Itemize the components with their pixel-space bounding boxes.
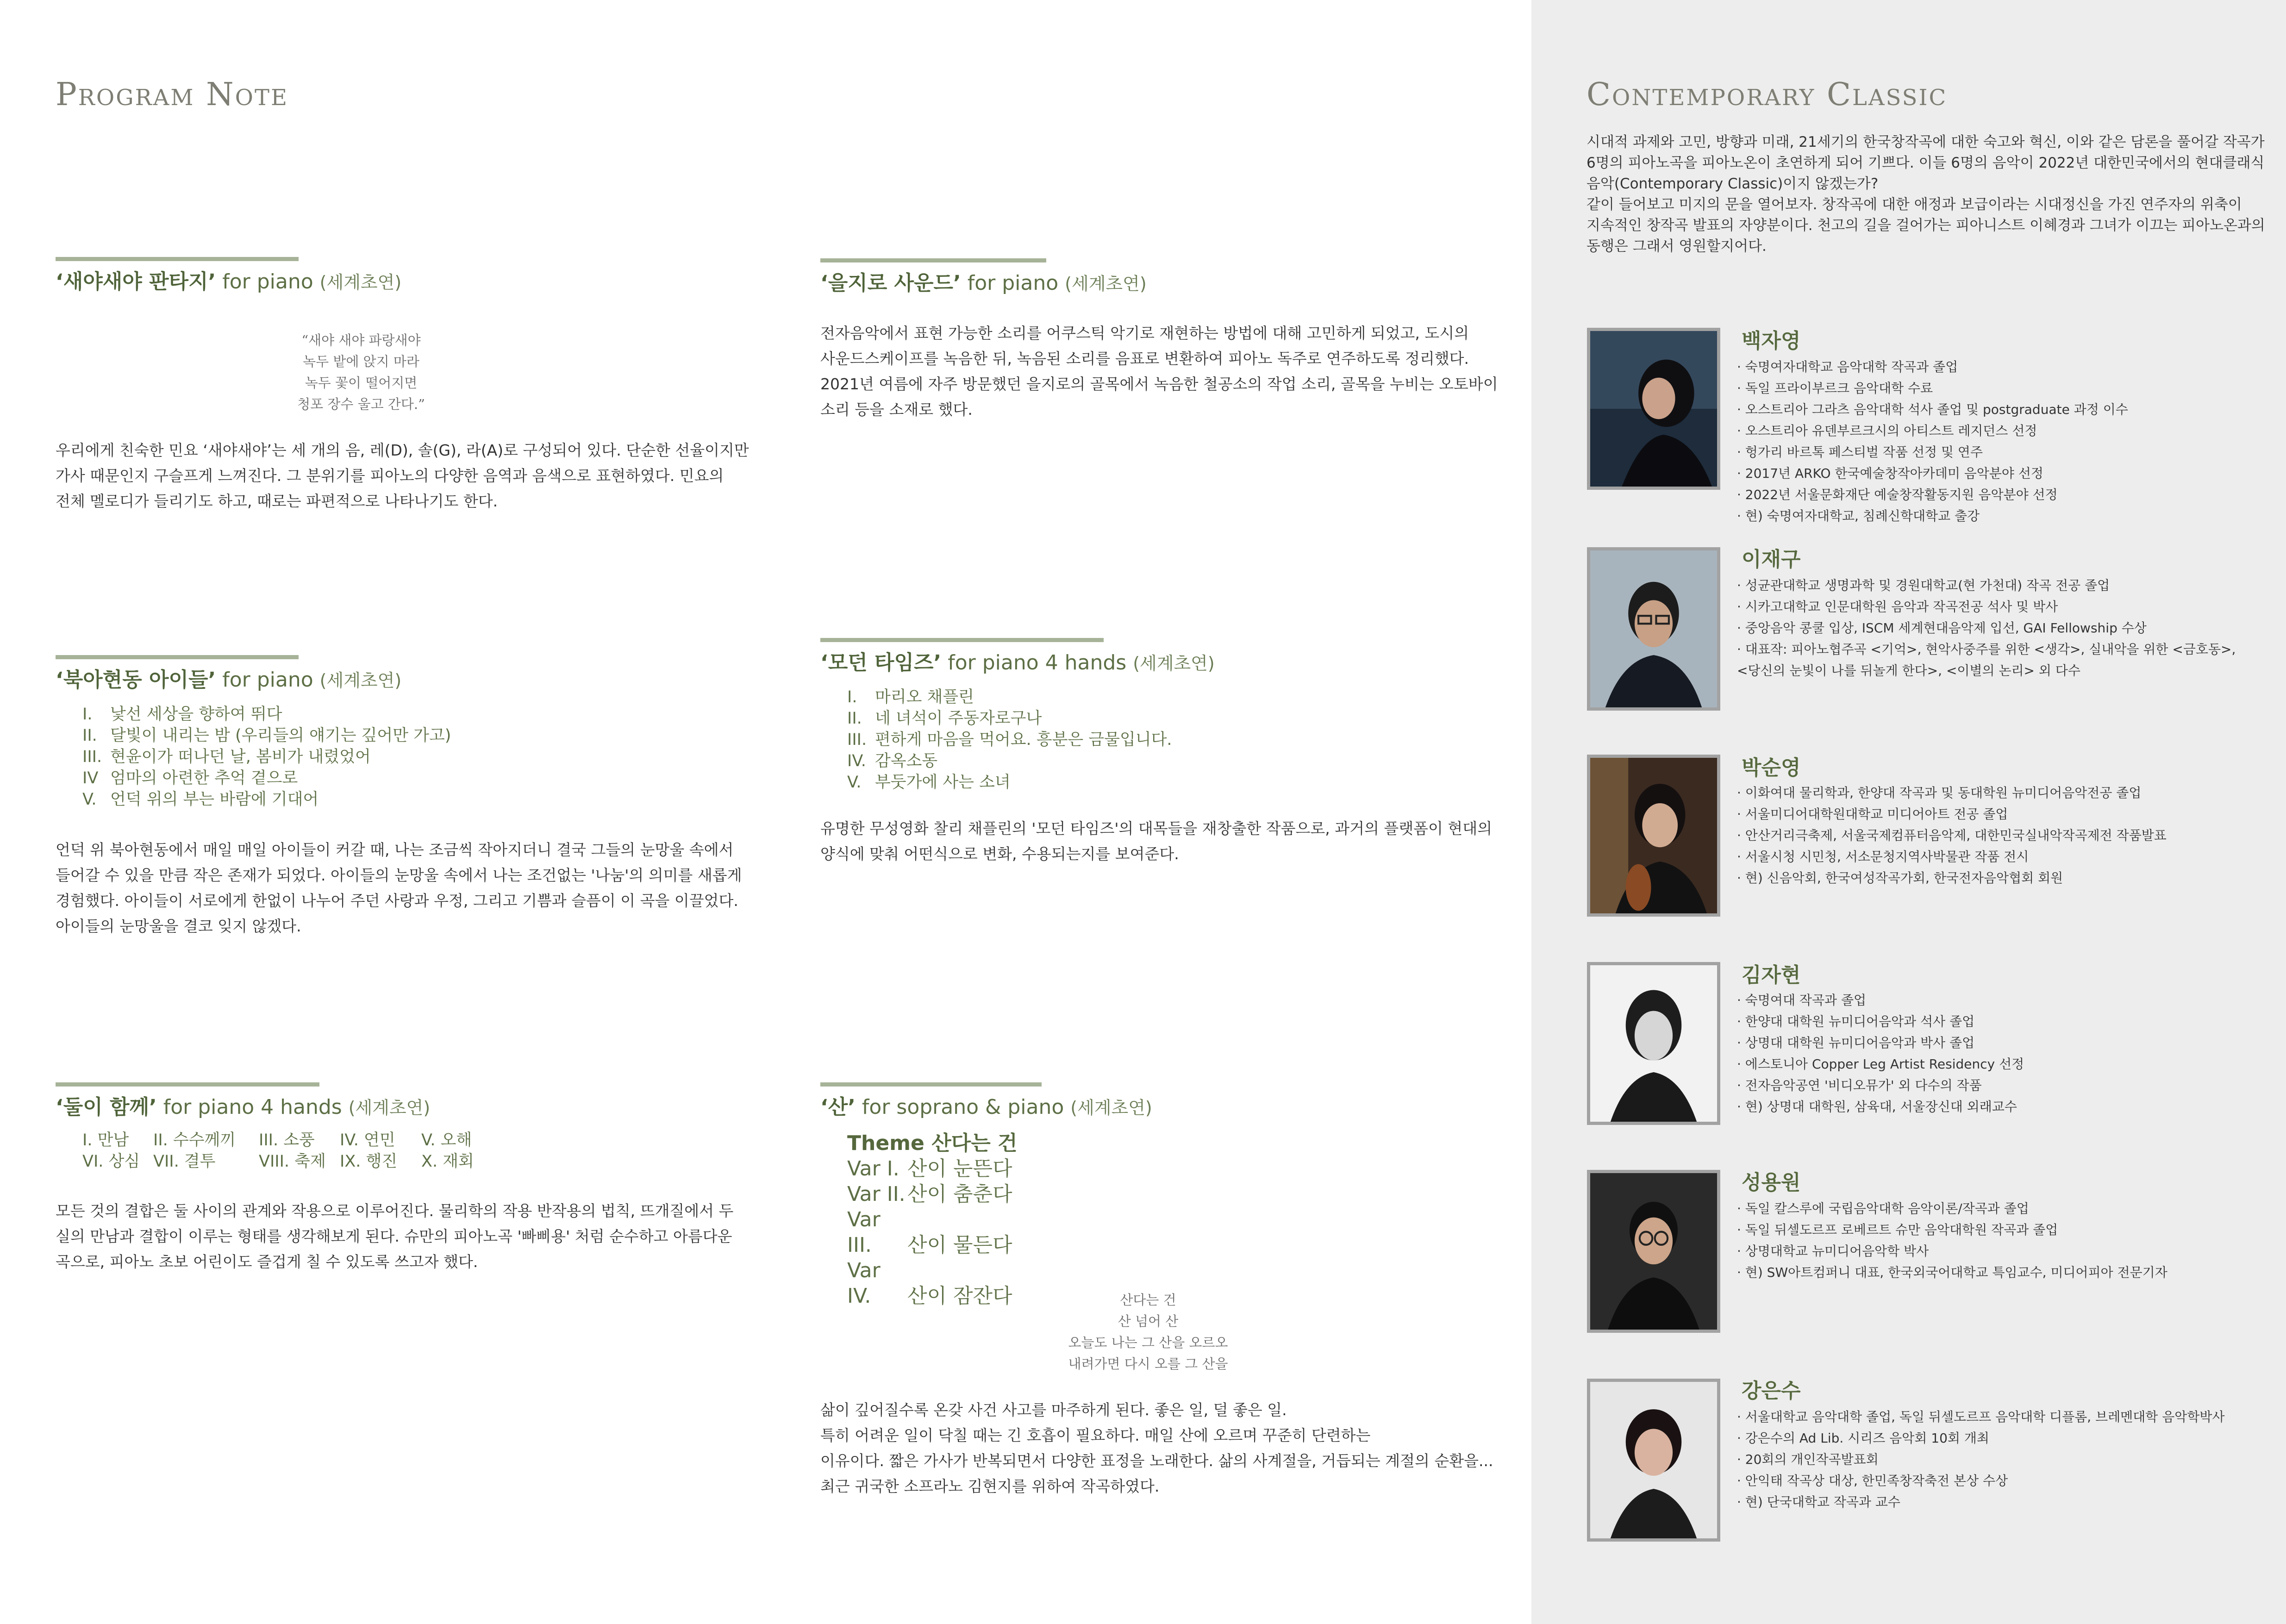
composer-name: 이재구: [1742, 548, 1801, 571]
bio-line: · 중앙음악 콩쿨 입상, ISCM 세계현대음악제 입선, GAI Fellowship 수상: [1737, 620, 2147, 636]
program-note-heading: Program Note: [56, 76, 289, 113]
movement-item: I. 만남: [82, 1131, 129, 1149]
poem-line: 청포 장수 울고 간다.”: [297, 396, 425, 412]
movement-item: X. 재회: [421, 1152, 474, 1171]
premiere-label: (세계초연): [319, 272, 402, 293]
movement-item: I. 마리오 채플린: [847, 688, 974, 706]
piece-title-modern: [820, 646, 1215, 675]
theme-title: Theme 산다는 건: [847, 1131, 1018, 1155]
composer-photo: [1587, 755, 1720, 917]
bio-line: · 숙명여대 작곡과 졸업: [1737, 993, 1867, 1008]
bio-line: · 전자음악공연 '비디오뮤가' 외 다수의 작품: [1737, 1078, 1982, 1093]
note-bukahyeon: [56, 837, 742, 939]
premiere-label: (세계초연): [319, 670, 402, 691]
note-line: 경험했다. 아이들이 서로에게 한없이 나누어 주던 사랑과 우정, 그리고 기쁨과 슬픔이 이 곡을 이끌었다.: [56, 892, 738, 910]
composer-photo: [1587, 328, 1720, 490]
composer-name: 박순영: [1742, 756, 1801, 780]
note-line: 사운드스케이프를 녹음한 뒤, 녹음된 소리를 음표로 변환하여 피아노 독주로 연주하도록 정리했다.: [820, 350, 1469, 368]
movement-item: III. 소풍: [259, 1131, 315, 1149]
note-san: [820, 1397, 1493, 1499]
piece-instrument: for piano 4 hands: [941, 651, 1133, 675]
theme-variations-san: [847, 1131, 1018, 1309]
bio-line: · 시카고대학교 인문대학원 음악과 작곡전공 석사 및 박사: [1737, 599, 2058, 614]
movement-item: VII. 결투: [153, 1152, 216, 1171]
note-line: 특히 어려운 일이 닥칠 때는 긴 호흡이 필요하다. 매일 산에 오르며 꾸준히 단련하는: [820, 1426, 1371, 1444]
premiere-label: (세계초연): [1070, 1098, 1152, 1118]
bio-line: · 상명대학교 뉴미디어음악학 박사: [1737, 1243, 1929, 1259]
movement-item: IX. 행진: [340, 1152, 398, 1171]
intro-line: 같이 들어보고 미지의 문을 열어보자. 창작곡에 대한 애정과 보급이라는 시대정신을 가진 연주자의 위축이: [1586, 196, 2242, 213]
bio-line: · 에스토니아 Copper Leg Artist Residency 선정: [1737, 1056, 2024, 1072]
piece-name: ‘을지로 사운드’: [820, 271, 961, 295]
movement-item: II. 수수께끼: [153, 1131, 236, 1149]
piece-name: ‘모던 타임즈’: [820, 651, 942, 675]
bio-line: · 이화여대 물리학과, 한양대 작곡과 및 동대학원 뉴미디어음악전공 졸업: [1737, 785, 2142, 800]
note-line: 삶이 깊어질수록 온갖 사건 사고를 마주하게 된다. 좋은 일, 덜 좋은 일.: [820, 1401, 1287, 1419]
movement-item: IV. 연민: [340, 1131, 395, 1149]
piece-name: ‘둘이 함께’: [56, 1095, 157, 1119]
variation-item: Var I. 산이 눈뜬다: [847, 1157, 1012, 1181]
bio-line: · 현) 숙명여자대학교, 침례신학대학교 출강: [1737, 508, 1980, 524]
bio-line: · 안산거리극축제, 서울국제컴퓨터음악제, 대한민국실내악작곡제전 작품발표: [1737, 828, 2167, 843]
piece-title-dul: [56, 1090, 430, 1120]
poem-line: 녹두 밭에 앉지 마라: [303, 354, 419, 369]
movement-item: V. 언덕 위의 부는 바람에 기대어: [82, 790, 319, 809]
note-line: 언덕 위 북아현동에서 매일 매일 아이들이 커갈 때, 나는 조금씩 작아지더니 결국 그들의 눈망울 속에서: [56, 841, 734, 859]
composer-name: 강은수: [1742, 1379, 1801, 1403]
bio-line: · 성균관대학교 생명과학 및 경원대학교(현 가천대) 작곡 전공 졸업: [1737, 578, 2110, 593]
bio-line: · 2022년 서울문화재단 예술창작활동지원 음악분야 선정: [1737, 487, 2058, 502]
note-line: 이유이다. 짧은 가사가 반복되면서 다양한 표정을 노래한다. 삶의 사계절을, 거듭되는 계절의 순환을...: [820, 1452, 1493, 1470]
composer-bio: [1737, 782, 2167, 889]
note-line: 최근 귀국한 소프라노 김현지를 위하여 작곡하였다.: [820, 1477, 1160, 1495]
poem-line: 산 넘어 산: [1118, 1313, 1179, 1329]
movement-item: II. 네 녀석이 주동자로구나: [847, 709, 1042, 728]
composer-name: 성용원: [1742, 1171, 1801, 1194]
intro-line: 시대적 과제와 고민, 방향과 미래, 21세기의 한국창작곡에 대한 숙고와 혁신, 이와 같은 담론을 풀어갈 작곡가: [1586, 134, 2265, 150]
piece-instrument: for piano: [216, 668, 320, 692]
movement-item: III. 편하게 마음을 먹어요. 흥분은 금물입니다.: [847, 731, 1172, 749]
piece-title-saeya: [56, 265, 401, 294]
contemporary-classic-heading: Contemporary Classic: [1586, 76, 1948, 113]
title-rule: [56, 655, 299, 659]
title-rule: [820, 258, 1046, 262]
title-rule: [56, 257, 299, 261]
note-euljiro: [820, 320, 1498, 422]
composer-photo: [1587, 962, 1720, 1125]
bio-line: · 20회의 개인작곡발표회: [1737, 1452, 1879, 1467]
movement-item: II. 달빛이 내리는 밤 (우리들의 얘기는 깊어만 가고): [82, 726, 451, 745]
movement-row: [82, 1151, 474, 1172]
piece-name: ‘새야새야 판타지’: [56, 270, 216, 294]
poem-line: 녹두 꽃이 떨어지면: [305, 375, 418, 391]
composer-photo: [1587, 1379, 1720, 1542]
movement-item: VI. 상심: [82, 1152, 140, 1171]
piece-title-bukahyeon: [56, 663, 401, 693]
movement-list-bukahyeon: [82, 704, 451, 810]
bio-line: · 대표작: 피아노협주곡 <기억>, 현악사중주를 위한 <생각>, 실내악을 위한 <금호동>,: [1737, 642, 2236, 657]
intro-line: 6명의 피아노곡을 피아노온이 초연하게 되어 기쁘다. 이들 6명의 음악이 2022년 대한민국에서의 현대클래식: [1586, 155, 2265, 171]
note-line: 들어갈 수 있을 만큼 작은 존재가 되었다. 아이들의 눈망울 속에서 나는 조건없는 '나눔'의 의미를 새롭게: [56, 866, 742, 884]
composer-photo: [1587, 547, 1720, 711]
note-line: 우리에게 친숙한 민요 ‘새야새야’는 세 개의 음, 레(D), 솔(G), 라(A)로 구성되어 있다. 단순한 선율이지만: [56, 441, 749, 459]
bio-line: · 오스트리아 유덴부르크시의 아티스트 레지던스 선정: [1737, 423, 2037, 438]
note-saeya: [56, 437, 749, 514]
note-line: 양식에 맞춰 어떤식으로 변화, 수용되는지를 보여준다.: [820, 845, 1179, 863]
composer-bio: [1737, 990, 2024, 1118]
composer-bio: [1737, 1406, 2225, 1513]
intro-line: 동행은 그래서 영원할지어다.: [1586, 238, 1767, 255]
note-line: 전체 멜로디가 들리기도 하고, 때로는 파편적으로 나타나기도 한다.: [56, 492, 498, 510]
bio-line: · 현) 신음악회, 한국여성작곡가회, 한국전자음악협회 회원: [1737, 870, 2063, 886]
variation-item: Var II.산이 춤춘다: [847, 1182, 1012, 1206]
bio-line: · 한양대 대학원 뉴미디어음악과 석사 졸업: [1737, 1014, 1975, 1029]
bio-line: · 상명대 대학원 뉴미디어음악과 박사 졸업: [1737, 1035, 1975, 1050]
bio-line: · 헝가리 바르톡 페스티벌 작품 선정 및 연주: [1737, 444, 1983, 460]
intro-text: [1586, 132, 2265, 257]
bio-line: · 현) 상명대 대학원, 삼육대, 서울장신대 외래교수: [1737, 1099, 2017, 1114]
movement-item: I. 낯선 세상을 향하여 뛰다: [82, 705, 282, 724]
variation-item: Var IV. 산이 잠잔다: [847, 1259, 1012, 1308]
poem-line: 오늘도 나는 그 산을 오르오: [1068, 1335, 1228, 1350]
poem-line: 산다는 건: [1120, 1292, 1176, 1308]
bio-line: · 안익태 작곡상 대상, 한민족창작축전 본상 수상: [1737, 1473, 2008, 1488]
bio-line: <당신의 눈빛이 나를 뒤놀게 한다>, <이별의 논리> 외 다수: [1737, 663, 2080, 678]
bio-line: · 서울시청 시민청, 서소문청지역사박물관 작품 전시: [1737, 849, 2029, 864]
intro-line: 음악(Contemporary Classic)이지 않겠는가?: [1586, 175, 1879, 192]
poem-san: [1009, 1289, 1287, 1374]
movement-item: V. 부둣가에 사는 소녀: [847, 773, 1011, 792]
bio-line: · 숙명여자대학교 음악대학 작곡과 졸업: [1737, 359, 1958, 375]
premiere-label: (세계초연): [348, 1098, 431, 1118]
title-rule: [820, 1082, 1042, 1087]
piece-title-euljiro: [820, 266, 1147, 296]
bio-line: · 서울미디어대학원대학교 미디어아트 전공 졸업: [1737, 806, 2008, 822]
piece-instrument: for soprano & piano: [855, 1095, 1071, 1119]
composer-bio: [1737, 1198, 2167, 1283]
movement-item: IV. 감옥소동: [847, 752, 938, 770]
composer-photo: [1587, 1170, 1720, 1333]
composer-bio: [1737, 575, 2236, 681]
bio-line: · 독일 뒤셀도르프 로베르트 슈만 음악대학원 작곡과 졸업: [1737, 1222, 2058, 1237]
title-rule: [820, 638, 1104, 642]
movement-item: III. 현윤이가 떠나던 날, 봄비가 내렸었어: [82, 748, 371, 766]
composer-name: 백자영: [1742, 329, 1801, 353]
premiere-label: (세계초연): [1065, 274, 1147, 294]
note-line: 모든 것의 결합은 둘 사이의 관계와 작용으로 이루어진다. 물리학의 작용 반작용의 법칙, 뜨개질에서 두: [56, 1202, 734, 1220]
bio-line: · 서울대학교 음악대학 졸업, 독일 뒤셀도르프 음악대학 디플롬, 브레멘대학 음악학박사: [1737, 1409, 2225, 1424]
piece-name: ‘북아현동 아이들’: [56, 668, 216, 692]
note-line: 곡으로, 피아노 초보 어린이도 즐겁게 칠 수 있도록 쓰고자 했다.: [56, 1253, 478, 1271]
intro-line: 지속적인 창작곡 발표의 자양분이다. 천고의 길을 걸어가는 피아니스트 이혜경과 그녀가 이끄는 피아노온과의: [1586, 217, 2265, 234]
variation-item: Var III. 산이 물든다: [847, 1208, 1012, 1257]
composer-name: 김자현: [1742, 963, 1801, 987]
note-line: 유명한 무성영화 찰리 채플린의 '모던 타임즈'의 대목들을 재창출한 작품으로, 과거의 플랫폼이 현대의: [820, 819, 1493, 837]
bio-line: · 2017년 ARKO 한국예술창작아카데미 음악분야 선정: [1737, 466, 2043, 481]
bio-line: · 독일 프라이부르크 음악대학 수료: [1737, 381, 1933, 396]
movement-item: V. 오해: [421, 1131, 472, 1149]
bio-line: · 현) SW아트컴퍼니 대표, 한국외국어대학교 특임교수, 미디어피아 전문기자: [1737, 1265, 2167, 1280]
bio-line: · 현) 단국대학교 작곡과 교수: [1737, 1494, 1900, 1510]
bio-line: · 독일 칼스루에 국립음악대학 음악이론/작곡과 졸업: [1737, 1201, 2029, 1216]
note-line: 실의 만남과 결합이 이루는 형태를 생각해보게 된다. 슈만의 피아노곡 '빠삐용' 처럼 순수하고 아름다운: [56, 1227, 732, 1245]
piece-title-san: [820, 1090, 1152, 1120]
movement-item: IV 엄마의 아련한 추억 곁으로: [82, 769, 298, 787]
piece-instrument: for piano: [961, 271, 1065, 295]
note-dul: [56, 1198, 733, 1274]
note-modern: [820, 816, 1492, 867]
movement-grid-dul: [82, 1130, 474, 1172]
title-rule: [56, 1082, 319, 1087]
premiere-label: (세계초연): [1133, 653, 1215, 674]
movement-list-modern: [847, 687, 1172, 793]
composer-bio: [1737, 356, 2128, 527]
note-line: 소리 등을 소재로 했다.: [820, 400, 973, 418]
movement-row: [82, 1130, 474, 1151]
bio-line: · 오스트리아 그라츠 음악대학 석사 졸업 및 postgraduate 과정 이수: [1737, 402, 2128, 417]
note-line: 아이들의 눈망울을 결코 잊지 않겠다.: [56, 917, 301, 935]
poem-line: “새야 새야 파랑새야: [301, 332, 421, 348]
note-line: 가사 때문인지 구슬프게 느껴진다. 그 분위기를 피아노의 다양한 음역과 음색으로 표현하였다. 민요의: [56, 467, 724, 485]
piece-name: ‘산’: [820, 1095, 856, 1119]
poem-saeya: [241, 330, 481, 415]
movement-item: VIII. 축제: [259, 1152, 326, 1171]
bio-line: · 강은수의 Ad Lib. 시리즈 음악회 10회 개최: [1737, 1430, 1989, 1446]
poem-line: 내려가면 다시 오를 그 산을: [1068, 1356, 1228, 1372]
note-line: 전자음악에서 표현 가능한 소리를 어쿠스틱 악기로 재현하는 방법에 대해 고민하게 되었고, 도시의: [820, 324, 1469, 342]
piece-instrument: for piano: [216, 270, 320, 294]
note-line: 2021년 여름에 자주 방문했던 을지로의 골목에서 녹음한 철공소의 작업 소리, 골목을 누비는 오토바이: [820, 375, 1498, 393]
piece-instrument: for piano 4 hands: [156, 1095, 349, 1119]
